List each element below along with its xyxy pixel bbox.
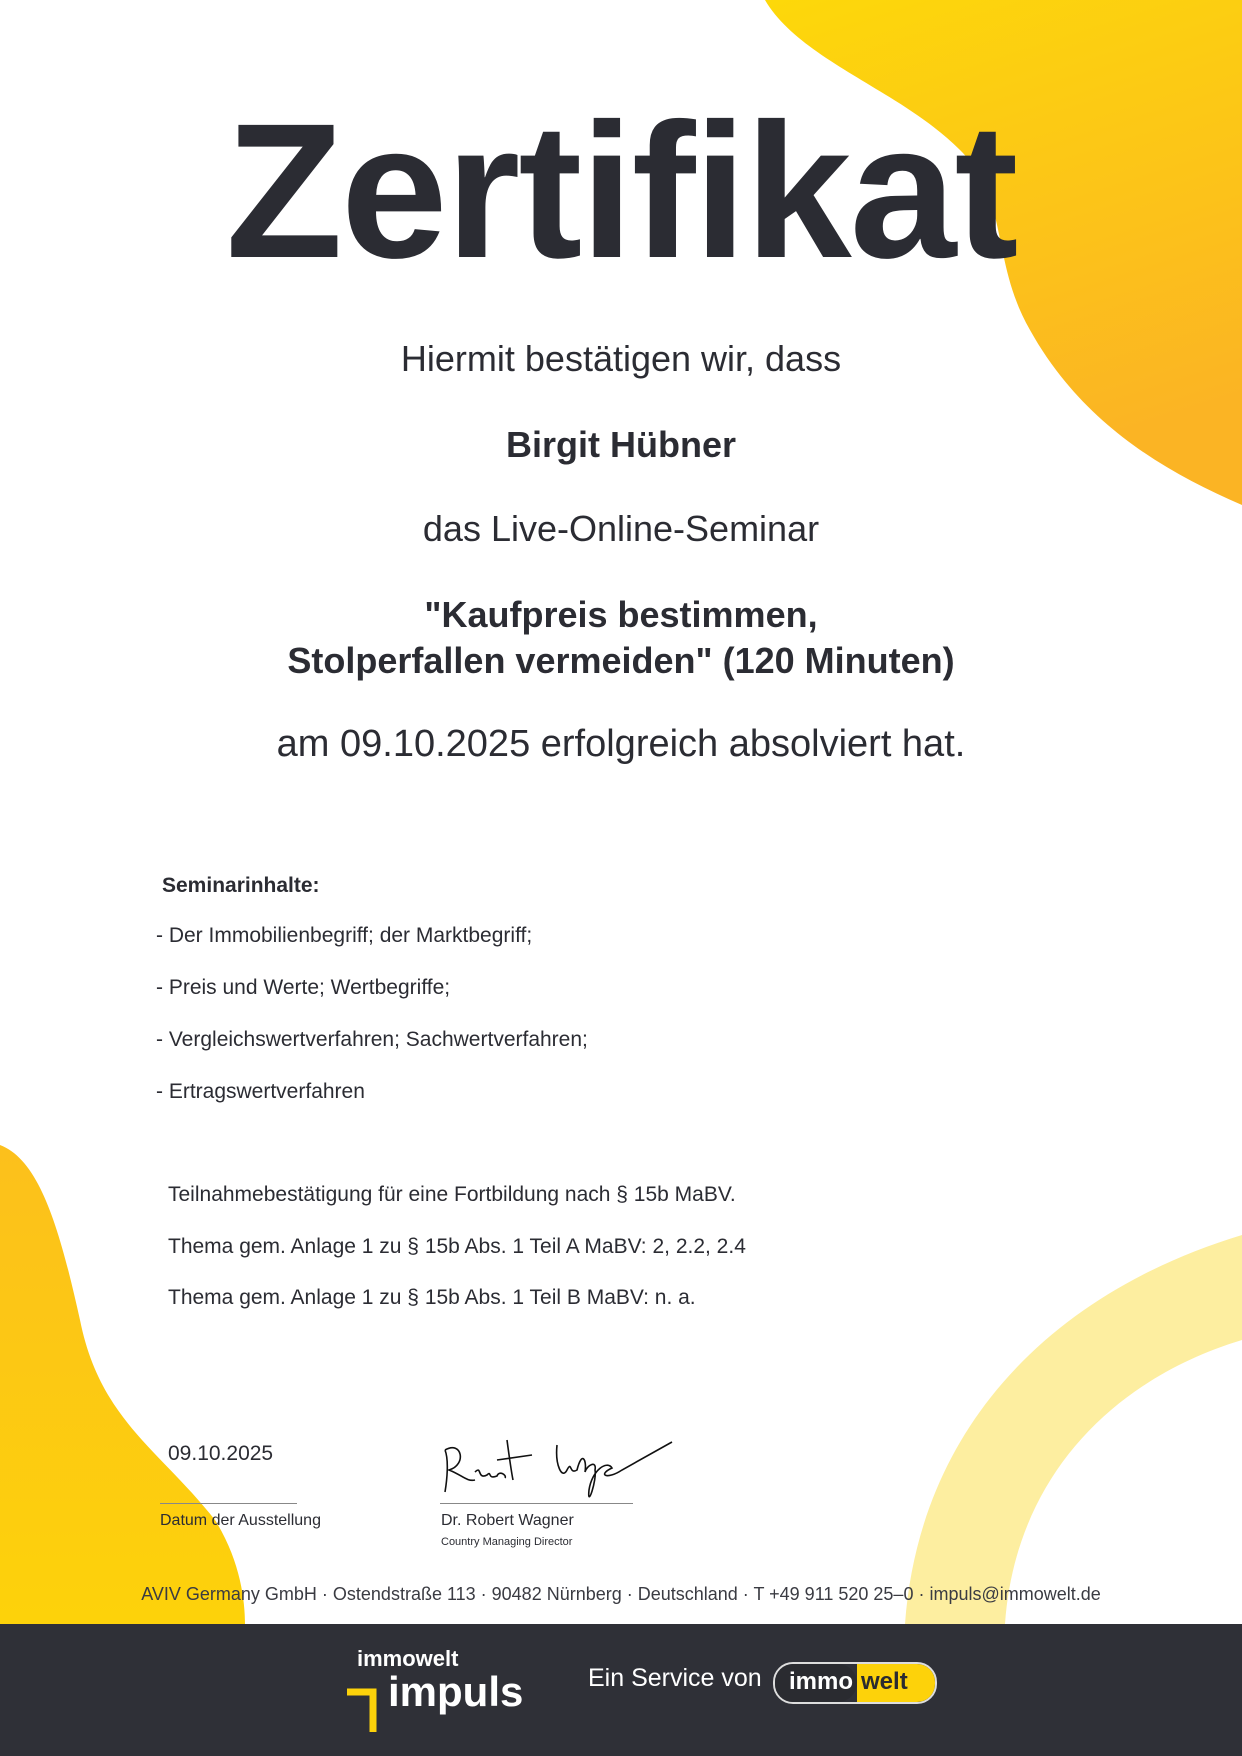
mabv-line: Thema gem. Anlage 1 zu § 15b Abs. 1 Teil A MaBV: 2, 2.2, 2.4 [168, 1235, 746, 1258]
logo-immowelt-text: immowelt [357, 1646, 459, 1671]
footer-bar [0, 1624, 1242, 1756]
seminar-title-line1: "Kaufpreis bestimmen, [424, 594, 818, 635]
mabv-line: Teilnahmebestätigung für eine Fortbildung nach § 15b MaBV. [168, 1183, 736, 1206]
seminar-type: das Live-Online-Seminar [422, 508, 820, 549]
certificate-title: Zertifikat [225, 83, 1017, 298]
content-item: - Der Immobilienbegriff; der Marktbegriff; [156, 924, 533, 947]
seminar-title-line2: Stolperfallen vermeiden" (120 Minuten) [287, 640, 955, 681]
bottom-left-blob [0, 1145, 245, 1624]
recipient-name: Birgit Hübner [506, 424, 736, 465]
content-item: - Vergleichswertverfahren; Sachwertverfahren; [156, 1028, 588, 1051]
brand-immo: immo [775, 1664, 857, 1702]
immowelt-brand-logo [773, 1662, 937, 1704]
issue-date: 09.10.2025 [168, 1442, 274, 1465]
intro-text: Hiermit bestätigen wir, dass [400, 338, 842, 379]
date-line [160, 1503, 297, 1504]
logo-impuls-text: impuls [388, 1668, 524, 1715]
date-label: Datum der Ausstellung [160, 1512, 321, 1529]
service-text: Ein Service von [588, 1664, 762, 1692]
content-item: - Preis und Werte; Wertbegriffe; [156, 976, 451, 999]
signer-role: Country Managing Director [441, 1536, 573, 1548]
signer-name: Dr. Robert Wagner [441, 1512, 574, 1529]
company-address: AVIV Germany GmbH · Ostendstraße 113 · 90482 Nürnberg · Deutschland · T +49 911 520 25–0 · impuls@immowelt.de [141, 1584, 1101, 1604]
completion-text: am 09.10.2025 erfolgreich absolviert hat. [276, 723, 966, 765]
content-item: - Ertragswertverfahren [156, 1080, 365, 1103]
contents-heading: Seminarinhalte: [162, 874, 320, 897]
signature-line [440, 1503, 633, 1504]
brand-welt: welt [857, 1664, 935, 1702]
mabv-line: Thema gem. Anlage 1 zu § 15b Abs. 1 Teil B MaBV: n. a. [168, 1286, 696, 1309]
bottom-right-arc [905, 1235, 1242, 1624]
signature [437, 1420, 677, 1500]
impuls-arrow-icon [345, 1686, 385, 1736]
